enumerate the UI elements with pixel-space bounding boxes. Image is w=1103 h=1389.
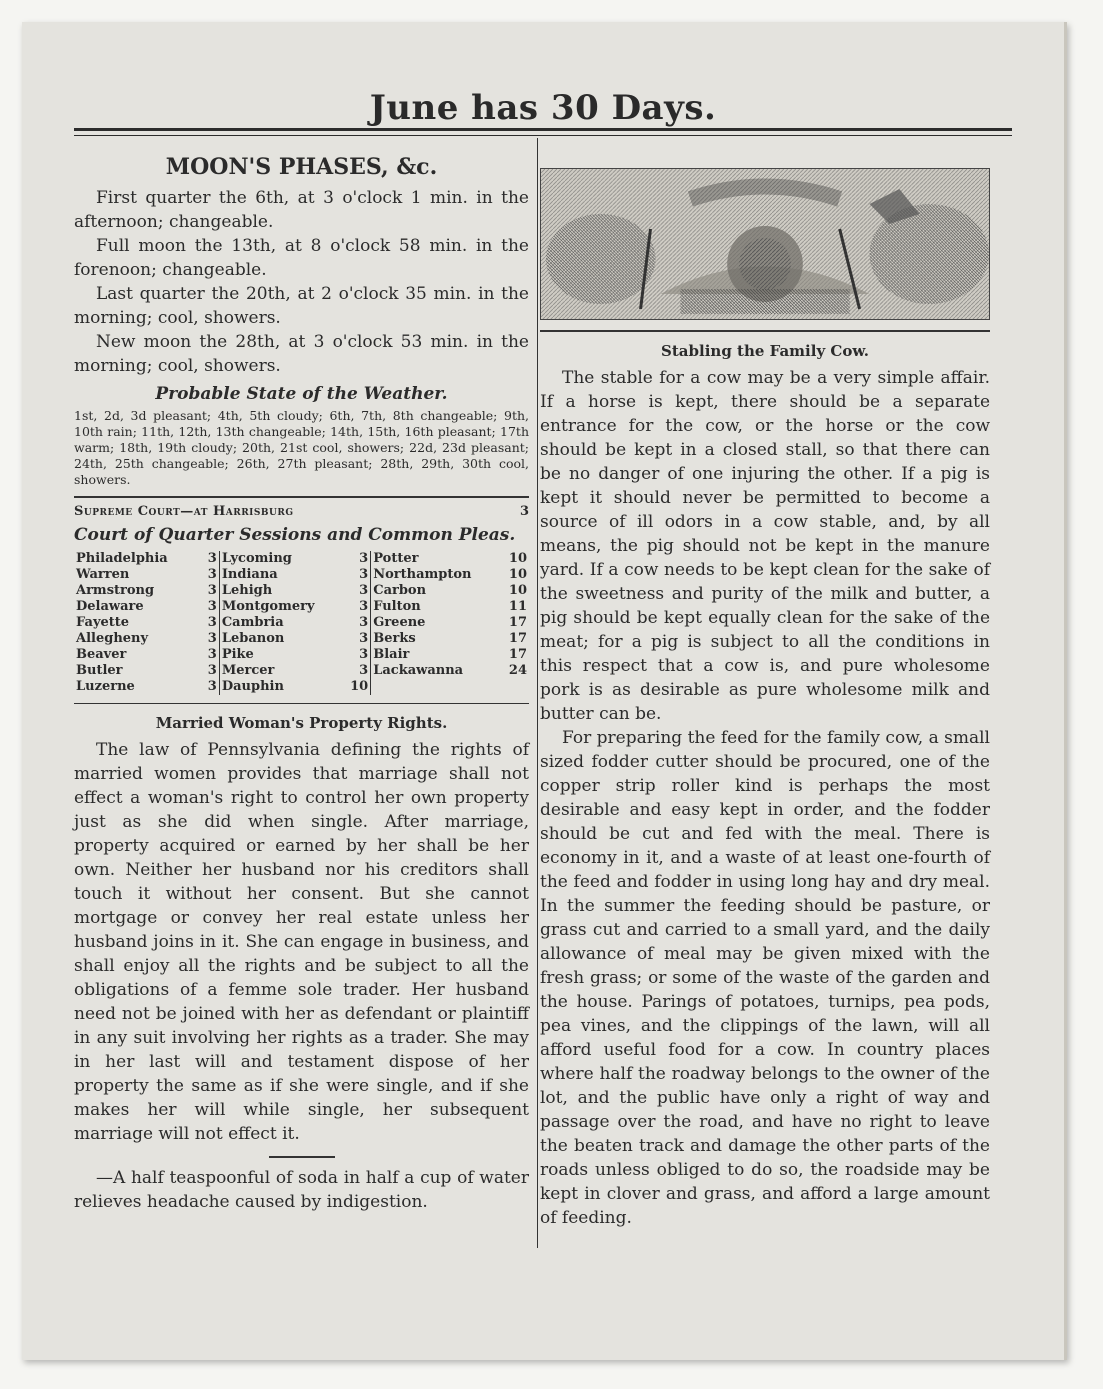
married-rights-heading: Married Woman's Property Rights.	[155, 714, 448, 732]
court-week: 3	[201, 551, 220, 567]
court-week: 17	[508, 630, 527, 646]
weather-heading: Probable State of the Weather.	[155, 384, 448, 404]
court-week: 3	[348, 647, 371, 663]
county-name	[371, 679, 507, 695]
court-week: 17	[508, 614, 527, 630]
county-name: Lycoming	[221, 550, 292, 566]
weather-text: 1st, 2d, 3d pleasant; 4th, 5th cloudy; 6th, 7th, 8th changeable; 9th, 10th rain; 11th, 12th, 13th changeable; 14th, 15th, 16th pleasant; 17th warm; 18th, 19th cloudy; 20th, 21st cool, showers; 22d, 23d pleasant; 24th, 25th changeable; 26th, 27th pleasant; 28th, 29th, 30th cool, showers.	[74, 408, 529, 487]
supreme-court-label: Supreme Court—at Harrisburg	[74, 503, 294, 519]
county-name: Greene	[373, 614, 426, 630]
county-name: Montgomery	[221, 598, 315, 614]
moon-phase-last: Last quarter the 20th, at 2 o'clock 35 min. in the morning; cool, showers.	[74, 284, 529, 328]
engraving-rule	[540, 330, 990, 332]
county-name: Cambria	[221, 614, 284, 630]
court-week: 3	[201, 567, 220, 583]
left-column	[74, 150, 529, 1214]
column-divider	[537, 138, 538, 1248]
table-row	[74, 663, 529, 679]
county-name: Allegheny	[76, 630, 149, 646]
short-divider	[269, 1156, 335, 1158]
cow-heading: Stabling the Family Cow.	[661, 341, 869, 360]
court-week: 10	[348, 679, 371, 695]
table-row	[74, 599, 529, 615]
county-name: Warren	[76, 566, 130, 582]
court-week: 3	[201, 615, 220, 631]
county-name: Potter	[373, 550, 419, 566]
married-rights-text: The law of Pennsylvania defining the rights of married women provides that marriage shall not effect a woman's right to control her own property just as she did when single. After marriage, property acquired or earned by her shall be her own. Neither her husband nor his creditors shall touch it without her consent. But she cannot mortgage or convey her real estate unless her husband joins in it. She can engage in business, and shall enjoy all the rights and be subject to all the obligations of a femme sole trader. Her husband need not be joined with her as defendant or plaintiff in any suit involving her rights as a trader. She may in her last will and testament dispose of her property the same as if she were single, and if she makes her will while single, her subsequent marriage will not effect it.	[74, 740, 529, 1144]
county-name: Armstrong	[76, 582, 155, 598]
table-row	[74, 647, 529, 663]
court-week: 3	[348, 599, 371, 615]
right-column	[540, 150, 990, 1230]
court-week: 10	[508, 550, 527, 566]
moon-phase-new: New moon the 28th, at 3 o'clock 53 min. in the morning; cool, showers.	[74, 332, 529, 376]
county-name: Lebanon	[221, 630, 285, 646]
court-week: 3	[201, 647, 220, 663]
cow-paragraph-2: For preparing the feed for the family cow, a small sized fodder cutter should be procured, one of the copper strip roller kind is perhaps the most desirable and easy kept in order, and the fodder should be cut and fed with the meal. There is economy in it, and a waste of at least one-fourth of the feed and fodder in using long hay and dry meal. In the summer the feeding should be pasture, or grass cut and carried to a small yard, and the daily allowance of meal may be given mixed with the fresh grass; or some of the waste of the garden and the house. Parings of potatoes, turnips, pea pods, pea vines, and the clippings of the lawn, will all afford useful food for a cow. In country places where half the roadway belongs to the owner of the lot, and the public have only a right of way and passage over the road, and have no right to leave the beaten track and damage the other parts of the roads unless obliged to do so, the roadside may be kept in clover and grass, and afford a large amount of feeding.	[540, 727, 990, 1228]
court-week: 3	[348, 551, 371, 567]
county-name: Butler	[76, 662, 123, 678]
table-row	[74, 631, 529, 647]
court-week	[507, 679, 529, 695]
title-rule-thick	[74, 128, 1012, 131]
table-row	[74, 583, 529, 599]
almanac-page	[22, 22, 1067, 1360]
court-week: 10	[508, 582, 527, 598]
court-week: 3	[201, 631, 220, 647]
county-name: Blair	[373, 646, 410, 662]
county-name: Beaver	[76, 646, 127, 662]
court-week: 3	[348, 583, 371, 599]
moon-phases-heading: MOON'S PHASES, &c.	[165, 154, 438, 180]
county-name: Philadelphia	[76, 550, 168, 566]
county-name: Dauphin	[221, 678, 284, 694]
table-row	[74, 551, 529, 567]
court-week: 24	[508, 662, 527, 678]
court-week: 10	[508, 566, 527, 582]
table-row	[74, 679, 529, 695]
county-name: Indiana	[221, 566, 278, 582]
county-name: Lehigh	[221, 582, 273, 598]
table-row	[74, 615, 529, 631]
court-week: 3	[201, 583, 220, 599]
court-week: 3	[201, 679, 220, 695]
court-week: 3	[201, 663, 220, 679]
county-name: Mercer	[221, 662, 275, 678]
courts-heading: Court of Quarter Sessions and Common Pleas.	[74, 524, 516, 545]
county-name: Pike	[221, 646, 254, 662]
page-title: June has 30 Days.	[369, 88, 717, 128]
moon-phase-full: Full moon the 13th, at 8 o'clock 58 min. in the forenoon; changeable.	[74, 236, 529, 280]
county-name: Fayette	[76, 614, 130, 630]
court-week: 3	[348, 567, 371, 583]
supreme-court-line	[74, 504, 529, 519]
court-week: 17	[508, 646, 527, 662]
county-name: Carbon	[373, 582, 427, 598]
soda-note: —A half teaspoonful of soda in half a cup of water relieves headache caused by indigestion.	[74, 1168, 529, 1212]
county-name: Northampton	[373, 566, 472, 582]
cow-paragraph-1: The stable for a cow may be a very simple affair. If a horse is kept, there should be a separate entrance for the cow, or the horse or the cow should be kept in a closed stall, so that there can be no danger of one injuring the other. If a pig is kept it should never be permitted to become a source of ill odors in a cow stable, and, by all means, the pig should not be kept in the manure yard. If a cow needs to be kept clean for the sake of the sweetness and purity of the milk and butter, a pig should be kept equally clean for the sake of the meat; for a pig is subject to all the conditions in this respect that a cow is, and pure wholesome pork is as desirable as pure wholesome milk and butter can be.	[540, 367, 990, 724]
court-week: 11	[508, 598, 527, 614]
county-name: Berks	[373, 630, 416, 646]
section-divider	[74, 703, 529, 705]
county-name: Fulton	[373, 598, 421, 614]
court-week: 3	[348, 663, 371, 679]
county-name: Luzerne	[76, 678, 135, 694]
court-week: 3	[348, 631, 371, 647]
county-name: Delaware	[76, 598, 144, 614]
court-week: 3	[201, 599, 220, 615]
county-name: Lackawanna	[373, 662, 464, 678]
june-engraving-illustration	[540, 168, 990, 320]
engraving-art	[541, 169, 989, 319]
table-row	[74, 567, 529, 583]
section-divider	[74, 496, 529, 498]
title-rule-thin	[74, 135, 1012, 136]
supreme-court-value: 3	[519, 503, 529, 519]
court-week: 3	[348, 615, 371, 631]
moon-phase-first: First quarter the 6th, at 3 o'clock 1 min. in the afternoon; changeable.	[74, 188, 529, 232]
courts-table	[74, 551, 529, 695]
